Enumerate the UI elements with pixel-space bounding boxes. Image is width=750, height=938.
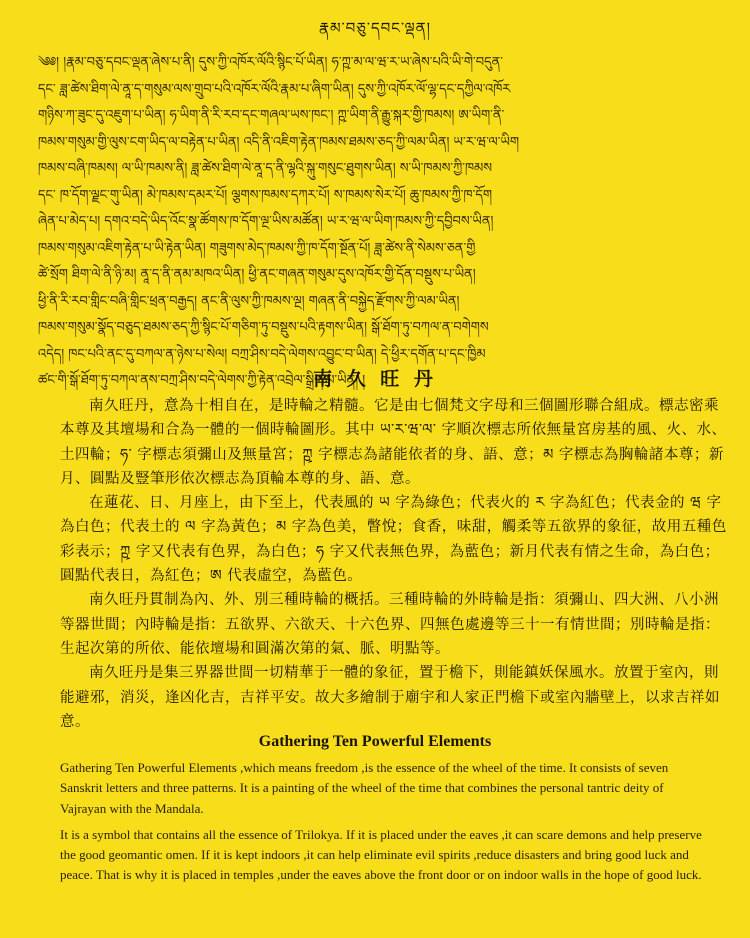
tibetan-line: ཁམས་གསུམ་སྣོད་བཅུད་ཐམས་ཅད་ཀྱི་སྙིང་པོ་གཅིག་ཏུ་བསྡུས་པའི་རྟགས་ཡིན། སྒོ་ཐོག་ཏུ་བཀལ་ན་བགེགས [38,320,489,335]
english-paragraph: Gathering Ten Powerful Elements ,which means freedom ,is the essence of the wheel of the time. It consists of seven Sanskrit letters and three patterns. It is a painting of the wheel of the time that combines the personal tantric deity of Vajrayan with the Mandala. [60,760,669,816]
tibetan-line: ཁམས་བཞི་ཁམས། ལ་ཡི་ཁམས་ནི། ཟླ་ཚེས་ཐིག་ལེ་ནཱ་ད་ནི་ལྷའི་སྐུ་གསུང་ཐུགས་ཡིན། ས་ཡི་ཁམས་ཀྱི་ཁམས [38,161,492,176]
tibetan-text-block [38,50,718,395]
tibetan-line: འདེད། ཁང་པའི་ནང་དུ་བཀལ་ན་ཉེས་པ་སེལ། བཀྲ་ཤིས་བདེ་ལེགས་འབྱུང་བ་ཡིན། དེ་ཕྱིར་དགོན་པ་དང་ཁྱིམ [38,346,486,362]
chinese-paragraph: 南久旺丹是集三界器世間一切精華于一體的象征，置于檐下，則能鎮妖保風水。放置于室內，則能避邪，消災，逢凶化吉，吉祥平安。故大多繪制于廟宇和人家正門檐下或室內牆壁上，以求吉祥如意。 [60,665,720,730]
tibetan-line: དང་ ཁ་དོག་ལྗང་གུ་ཡིན། མེ་ཁམས་དམར་པོ། ལྕགས་ཁམས་དཀར་པོ། ས་ཁམས་སེར་པོ། ཆུ་ཁམས་ཀྱི་ཁ་དོག [38,187,493,203]
tibetan-line: ཚང་གི་སྒོ་ཐོག་ཏུ་བཀལ་ནས་བཀྲ་ཤིས་བདེ་ལེགས་ཀྱི་རྟེན་འབྲེལ་སྒྲིག་པ་ཡིན། ། [38,373,366,388]
english-text-block [60,758,710,892]
chinese-text-block [60,394,730,734]
english-paragraph: It is a symbol that contains all the essence of Trilokya. If it is placed under the eaves ,it can scare demons and help preserve the good geomantic omen. If it is kept indoors ,it can help eliminate evil spirits ,reduce disasters and bring good luck and peace. That is why it is placed in temples ,under the eaves above the front door or on indoor walls in the hope of good luck. [60,826,702,883]
tibetan-line: ཕྱི་ནི་རི་རབ་གླིང་བཞི་གླིང་ཕྲན་བརྒྱད། ནང་ནི་ལུས་ཀྱི་ཁམས་ལྔ། གཞན་ནི་བསྐྱེད་རྫོགས་ཀྱི་ལམ་ཡིན། [38,293,460,309]
chinese-paragraph: 在蓮花、日、月座上，由下至上，代表風的 ཡ 字為綠色；代表火的 ར 字為紅色；代表金的 ཝ 字為白色；代表土的 ལ 字為黃色；མ 字為色美，瞥悅；食香，味甜，觸柔等五欲界的象征，故用五種色彩表示；ཀྵ 字又代表有色界，為白色；ཧ 字又代表無色界，為藍色；新月代表有情之生命，為白色；圓點代表日，為紅色；ཨ 代表虛空，為藍色。 [60,495,727,585]
tibetan-line: ཚེ་སྲོག ཐིག་ལེ་ནི་ཉི་མ། ནཱ་ད་ནི་ནམ་མཁའ་ཡིན། ཕྱི་ནང་གཞན་གསུམ་དུས་འཁོར་གྱི་དོན་བསྡུས་པ་ཡིན། [38,267,476,282]
tibetan-title: རྣམ་བཅུ་དབང་ལྡན། [319,19,431,37]
english-title: Gathering Ten Powerful Elements [258,733,492,750]
tibetan-line: དང་ ཟླ་ཚེས་ཐིག་ལེ་ནཱ་ད་གསུམ་ལས་གྲུབ་པའི་འཁོར་ལོའི་རྣམ་པ་ཞིག་ཡིན། དུས་ཀྱི་འཁོར་ལོ་ལྷ་དང་དཀྱིལ་འཁོར [38,81,511,97]
chinese-paragraph: 南久旺丹貫制為內、外、別三種時輪的概括。三種時輪的外時輪是指：須彌山、四大洲、八小洲等器世間；內時輪是指：五欲界、六欲天、十六色界、四無色處邊等三十一有情世間；別時輪是指：生起次第的所依、能依壇場和圓滿次第的氣、脈、明點等。 [60,592,720,657]
tibetan-line: ༄༅། །རྣམ་བཅུ་དབང་ལྡན་ཞེས་པ་ནི། དུས་ཀྱི་འཁོར་ལོའི་སྙིང་པོ་ཡིན། ཧ་ཀྵ་མ་ལ་ཝ་ར་ཡ་ཞེས་པའི་ཡི་གེ་བདུན་ [38,55,504,70]
tibetan-line: ཁམས་གསུམ་གྱི་ལུས་ངག་ཡིད་ལ་བརྟེན་པ་ཡིན། འདི་ནི་འཇིག་རྟེན་ཁམས་ཐམས་ཅད་ཀྱི་ལམ་ཡིན། ཡ་ར་ཝ་ལ་ཡིག [38,134,520,150]
tibetan-line: ཁམས་གསུམ་འཇིག་རྟེན་པ་ཡི་རྟེན་ཡིན། གཟུགས་མེད་ཁམས་ཀྱི་ཁ་དོག་སྔོན་པོ། ཟླ་ཚེས་ནི་སེམས་ཅན་གྱི [38,240,476,256]
chinese-paragraph: 南久旺丹，意為十相自在，是時輪之精髓。它是由七個梵文字母和三個圖形聯合組成。標志密乘本尊及其壇場和合為一體的一個時輪圖形。其中 ཡ་ར་ཝ་ལ་ 字順次標志所依無量宮房基的風、火、水、土四輪；ཧ་ 字標志須彌山及無量宮；ཀྵ 字標志為諸能依者的身、語、意；མ 字標志為胸輪諸本尊；新月、圓點及豎筆形依次標志為頂輪本尊的身、語、意。 [60,398,727,487]
tibetan-line: ཞེན་པ་མེད་པ། དགའ་བདེ་ཡིད་འོང་སྣ་ཚོགས་ཁ་དོག་ལྔ་ཡིས་མཚོན། ཡ་ར་ཝ་ལ་ཡིག་ཁམས་ཀྱི་དབྱིབས་ཡིན། [38,214,494,229]
tibetan-line: གཉིས་ཀ་ཟུང་དུ་འཇུག་པ་ཡིན། ཧ་ཡིག་ནི་རི་རབ་དང་གཞལ་ཡས་ཁང་། ཀྵ་ཡིག་ནི་རྒྱུ་སྐར་གྱི་ཁམས། ཨ་ཡིག་ནི་ [38,108,505,123]
chinese-title: 南 久 旺 丹 [313,368,437,390]
